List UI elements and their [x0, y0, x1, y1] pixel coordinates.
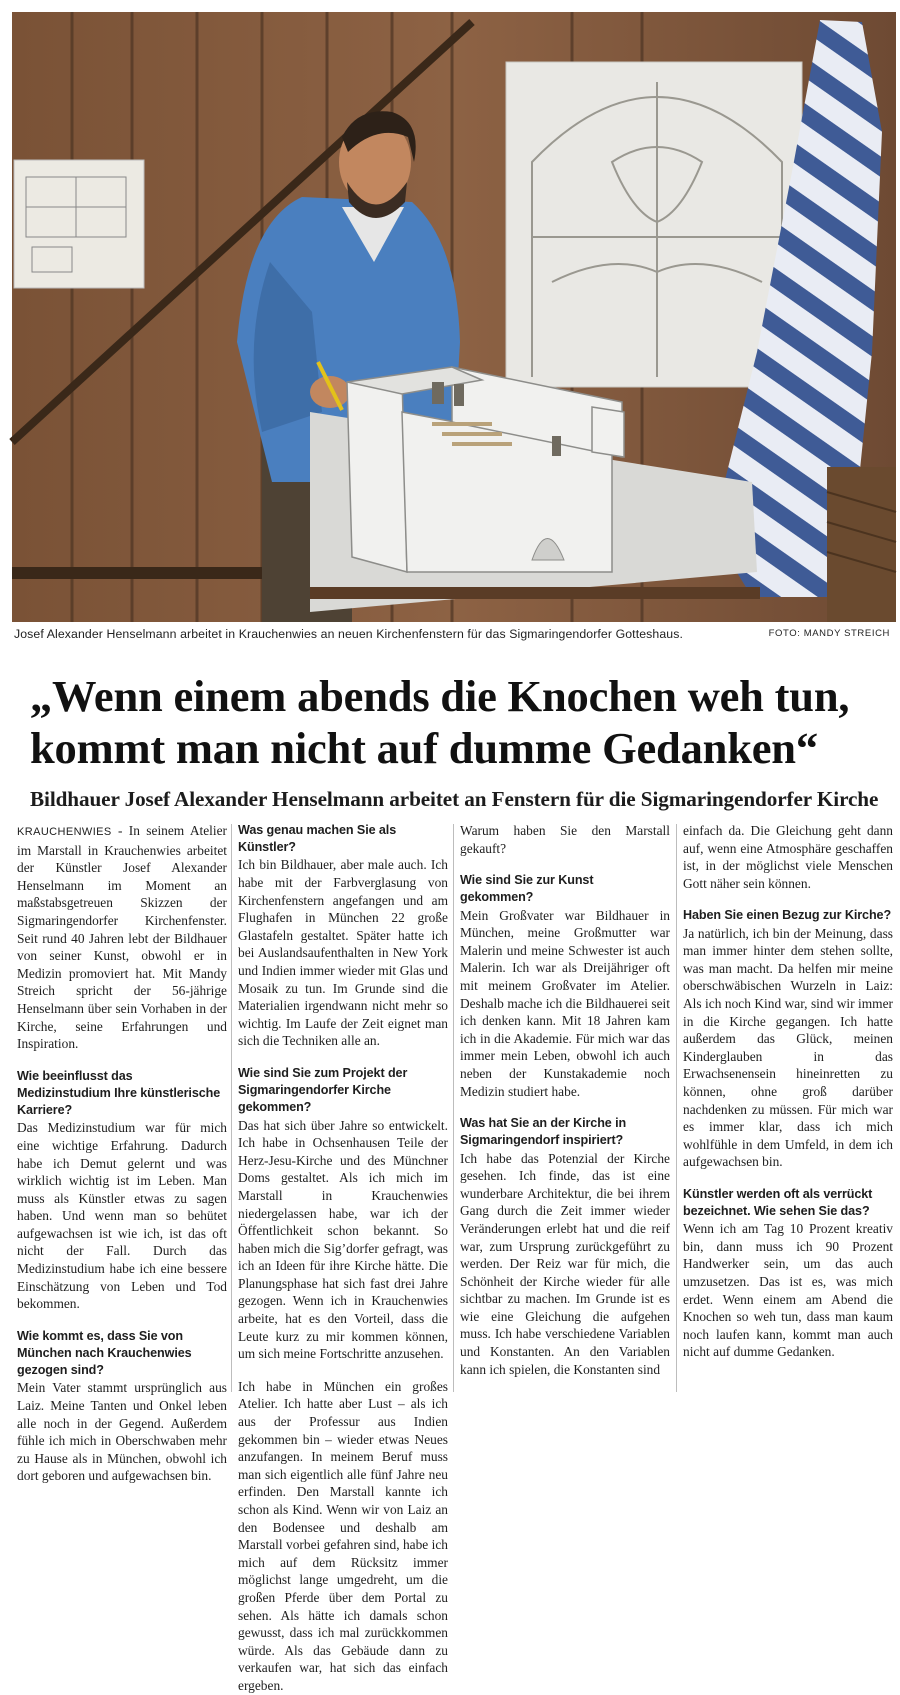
- lead-paragraph: [17, 822, 227, 1053]
- dateline: KRAUCHENWIES: [17, 826, 112, 838]
- interview-question: Künstler werden oft als verrückt bezeichnet. Wie sehen Sie das?: [683, 1186, 873, 1219]
- interview-answer-continued: Warum haben Sie den Marstall gekauft?: [460, 823, 670, 856]
- interview-question: Haben Sie einen Bezug zur Kirche?: [683, 908, 892, 923]
- headline-line-1: „Wenn einem abends die Knochen weh tun,: [30, 671, 850, 721]
- article-column-3: [460, 822, 670, 1394]
- photo-caption: [14, 627, 894, 645]
- interview-answer: Das Medizinstudium war für mich eine wichtige Erfahrung. Dadurch habe ich Demut gelernt und was wirklich wichtig ist im Leben. Man muss als Künstler etwas zu sagen haben. Und wenn man so behütet aufgewachsen ist wie ich, ist das oft nicht der Fall. Durch das Medizinstudium habe ich eine bessere Einschätzung von Leben und Tod bekommen.: [17, 1120, 227, 1312]
- subheadline: Bildhauer Josef Alexander Henselmann arbeitet an Fenstern für die Sigmaringendorfer Kirche: [30, 787, 879, 811]
- article-column-4: [683, 822, 893, 1394]
- interview-question: Wie kommt es, dass Sie von München nach Krauchenwies gezogen sind?: [17, 1328, 192, 1378]
- interview-answer: Ich bin Bildhauer, aber male auch. Ich habe mit der Farbverglasung von Kirchenfenstern angefangen und am Flughafen in München 22 große Glastafeln gestaltet. Später hatte ich bei Auslandsaufenthalten in New York und Indien immer wieder mit Glas und Mosaik zu tun. Im Grunde sind die Materialien irgendwann nicht mehr so wichtig. Im Laufe der Zeit eignet man sich die Techniken alle an.: [238, 857, 448, 1049]
- interview-answer: Mein Großvater war Bildhauer in München, meine Großmutter war Malerin und meine Schwester ist auch Malerin. Ich war als Dreijähriger oft mit meinem Großvater im Atelier. Deshalb mache ich die Bildhauerei seit ich denken kann. Mit 18 Jahren kam ich in die Akademie. Für mich war das immer mein Leben, obwohl ich auch neben der Kunstakademie noch Medizin studiert habe.: [460, 907, 670, 1099]
- lead-text: - In seinem Atelier im Marstall in Krauchenwies arbeitet der Künstler Josef Alexander Henselmann im Moment an maßstabsgetreuen Skizzen der Sigmaringendorfer Kirchenfenster. Seit rund 40 Jahren lebt der Bildhauer von seiner Kunst, obwohl er in Medizin promoviert hat. Mit Mandy Streich spricht der 56-jährige Henselmann über sein Vorhaben in der Kirche, seine Erfahrungen und Inspiration.: [17, 823, 227, 1052]
- article-column-2: [238, 822, 448, 1693]
- photo-credit: FOTO: MANDY STREICH: [768, 628, 890, 639]
- column-divider: [453, 824, 454, 1392]
- interview-question: Was genau machen Sie als Künstler?: [238, 823, 397, 855]
- interview-answer: Wenn ich am Tag 10 Prozent kreativ bin, dann muss ich 90 Prozent Handwerker sein, um das auch umzusetzen. Das ist es, was mich erdet. Wenn einem am Abend die Knochen so weh tun, dass man kaum noch laufen kann, kommt man auch nicht auf dumme Gedanken.: [683, 1221, 893, 1360]
- interview-answer: Mein Vater stammt ursprünglich aus Laiz. Meine Tanten und Onkel leben alle noch in der Gegend. Außerdem fühle ich mich in Oberschwaben mehr zu Hause als in München, obwohl ich dort geboren und aufgewachsen bin.: [17, 1380, 227, 1484]
- interview-answer: Ja natürlich, ich bin der Meinung, dass man immer hinter dem stehen sollte, was man macht. Da helfen mir meine oberschwäbischen Wurzeln in Laiz: Als ich noch Kind war, sind wir immer in die Kirche gegangen. Ich hatte außerdem das Glück, meinen Kinderglauben in das Erwachsenensein hineinretten zu können, ohne groß darüber nachdenken zu müssen. Für mich war es immer klar, dass ich mich wohlfühle in dem Umfeld, in dem ich aufgewachsen bin.: [683, 925, 893, 1170]
- column-divider: [676, 824, 677, 1392]
- interview-answer: Ich habe das Potenzial der Kirche gesehen. Ich finde, das ist eine wunderbare Architektur, die bei ihrem Gang durch die Zeit immer wieder Veränderungen erlebt hat und die reif war, zum Ursprung zurückgeführt zu werden. Der Reiz war für mich, die Schönheit der Kirche wieder für alle sichtbar zu machen. Im Grunde ist es wie eine Gleichung die aufgehen muss. Ich habe verschiedene Variablen und Konstanten. An den Variablen kann ich spielen, die Konstanten sind: [460, 1150, 670, 1377]
- interview-question: Was hat Sie an der Kirche in Sigmaringendorf inspiriert?: [460, 1116, 627, 1148]
- article-photo: [12, 12, 896, 622]
- headline: [30, 670, 890, 774]
- interview-answer: Das hat sich über Jahre so entwickelt. Ich habe in Ochsenhausen Teile der Herz-Jesu-Kirche und des Münchner Doms gestaltet. Als ich mich im Marstall in Krauchenwies niedergelassen habe, war ich der Öffentlichkeit schon bekannt. So haben mich die Sig’dorfer gefragt, was ich an Ideen für ihre Kirche hätte. Die Planungsphase hat sich fast drei Jahre gezogen. Wenn ich in Krauchenwies arbeite, hat es den Vorteil, dass die Leute kurz zu mir kommen können, um sich meine Fortschritte anzusehen.: [238, 1117, 448, 1362]
- caption-text: Josef Alexander Henselmann arbeitet in Krauchenwies an neuen Kirchenfenstern für das Sigmaringendorfer Gotteshaus.: [14, 627, 683, 641]
- interview-answer-continued: einfach da. Die Gleichung geht dann auf, wenn eine Atmosphäre geschaffen ist, in der möglichst viele Menschen Gott näher sein können.: [683, 823, 893, 891]
- interview-question: Wie sind Sie zum Projekt der Sigmaringendorfer Kirche gekommen?: [238, 1065, 408, 1115]
- interview-answer: Ich habe in München ein großes Atelier. Ich hatte aber Lust – als ich aus der Professur aus Indien gekommen bin – wieder etwas Neues anzufangen. In meinem Beruf muss man sich eigentlich alle fünf Jahre neu erfinden. Den Marstall kannte ich schon als Kind. Wenn wir von Laiz an den Bodensee und deshalb am Marstall vorbei gefahren sind, habe ich mich auf dem Rücksitz immer möglichst lange umgedreht, um die großen Pferde über dem Portal zu sehen. Als hätte ich damals schon gewusst, dass ich mal zurückkommen würde. Als das Gebäude dann zu verkaufen war, hat sich das einfach ergeben.: [238, 1378, 448, 1693]
- interview-question: Wie beeinflusst das Medizinstudium Ihre künstlerische Karriere?: [17, 1068, 221, 1118]
- article-column-1: [17, 822, 227, 1484]
- headline-line-2: kommt man nicht auf dumme Gedanken“: [30, 723, 818, 773]
- interview-question: Wie sind Sie zur Kunst gekommen?: [460, 873, 594, 905]
- column-divider: [231, 824, 232, 1392]
